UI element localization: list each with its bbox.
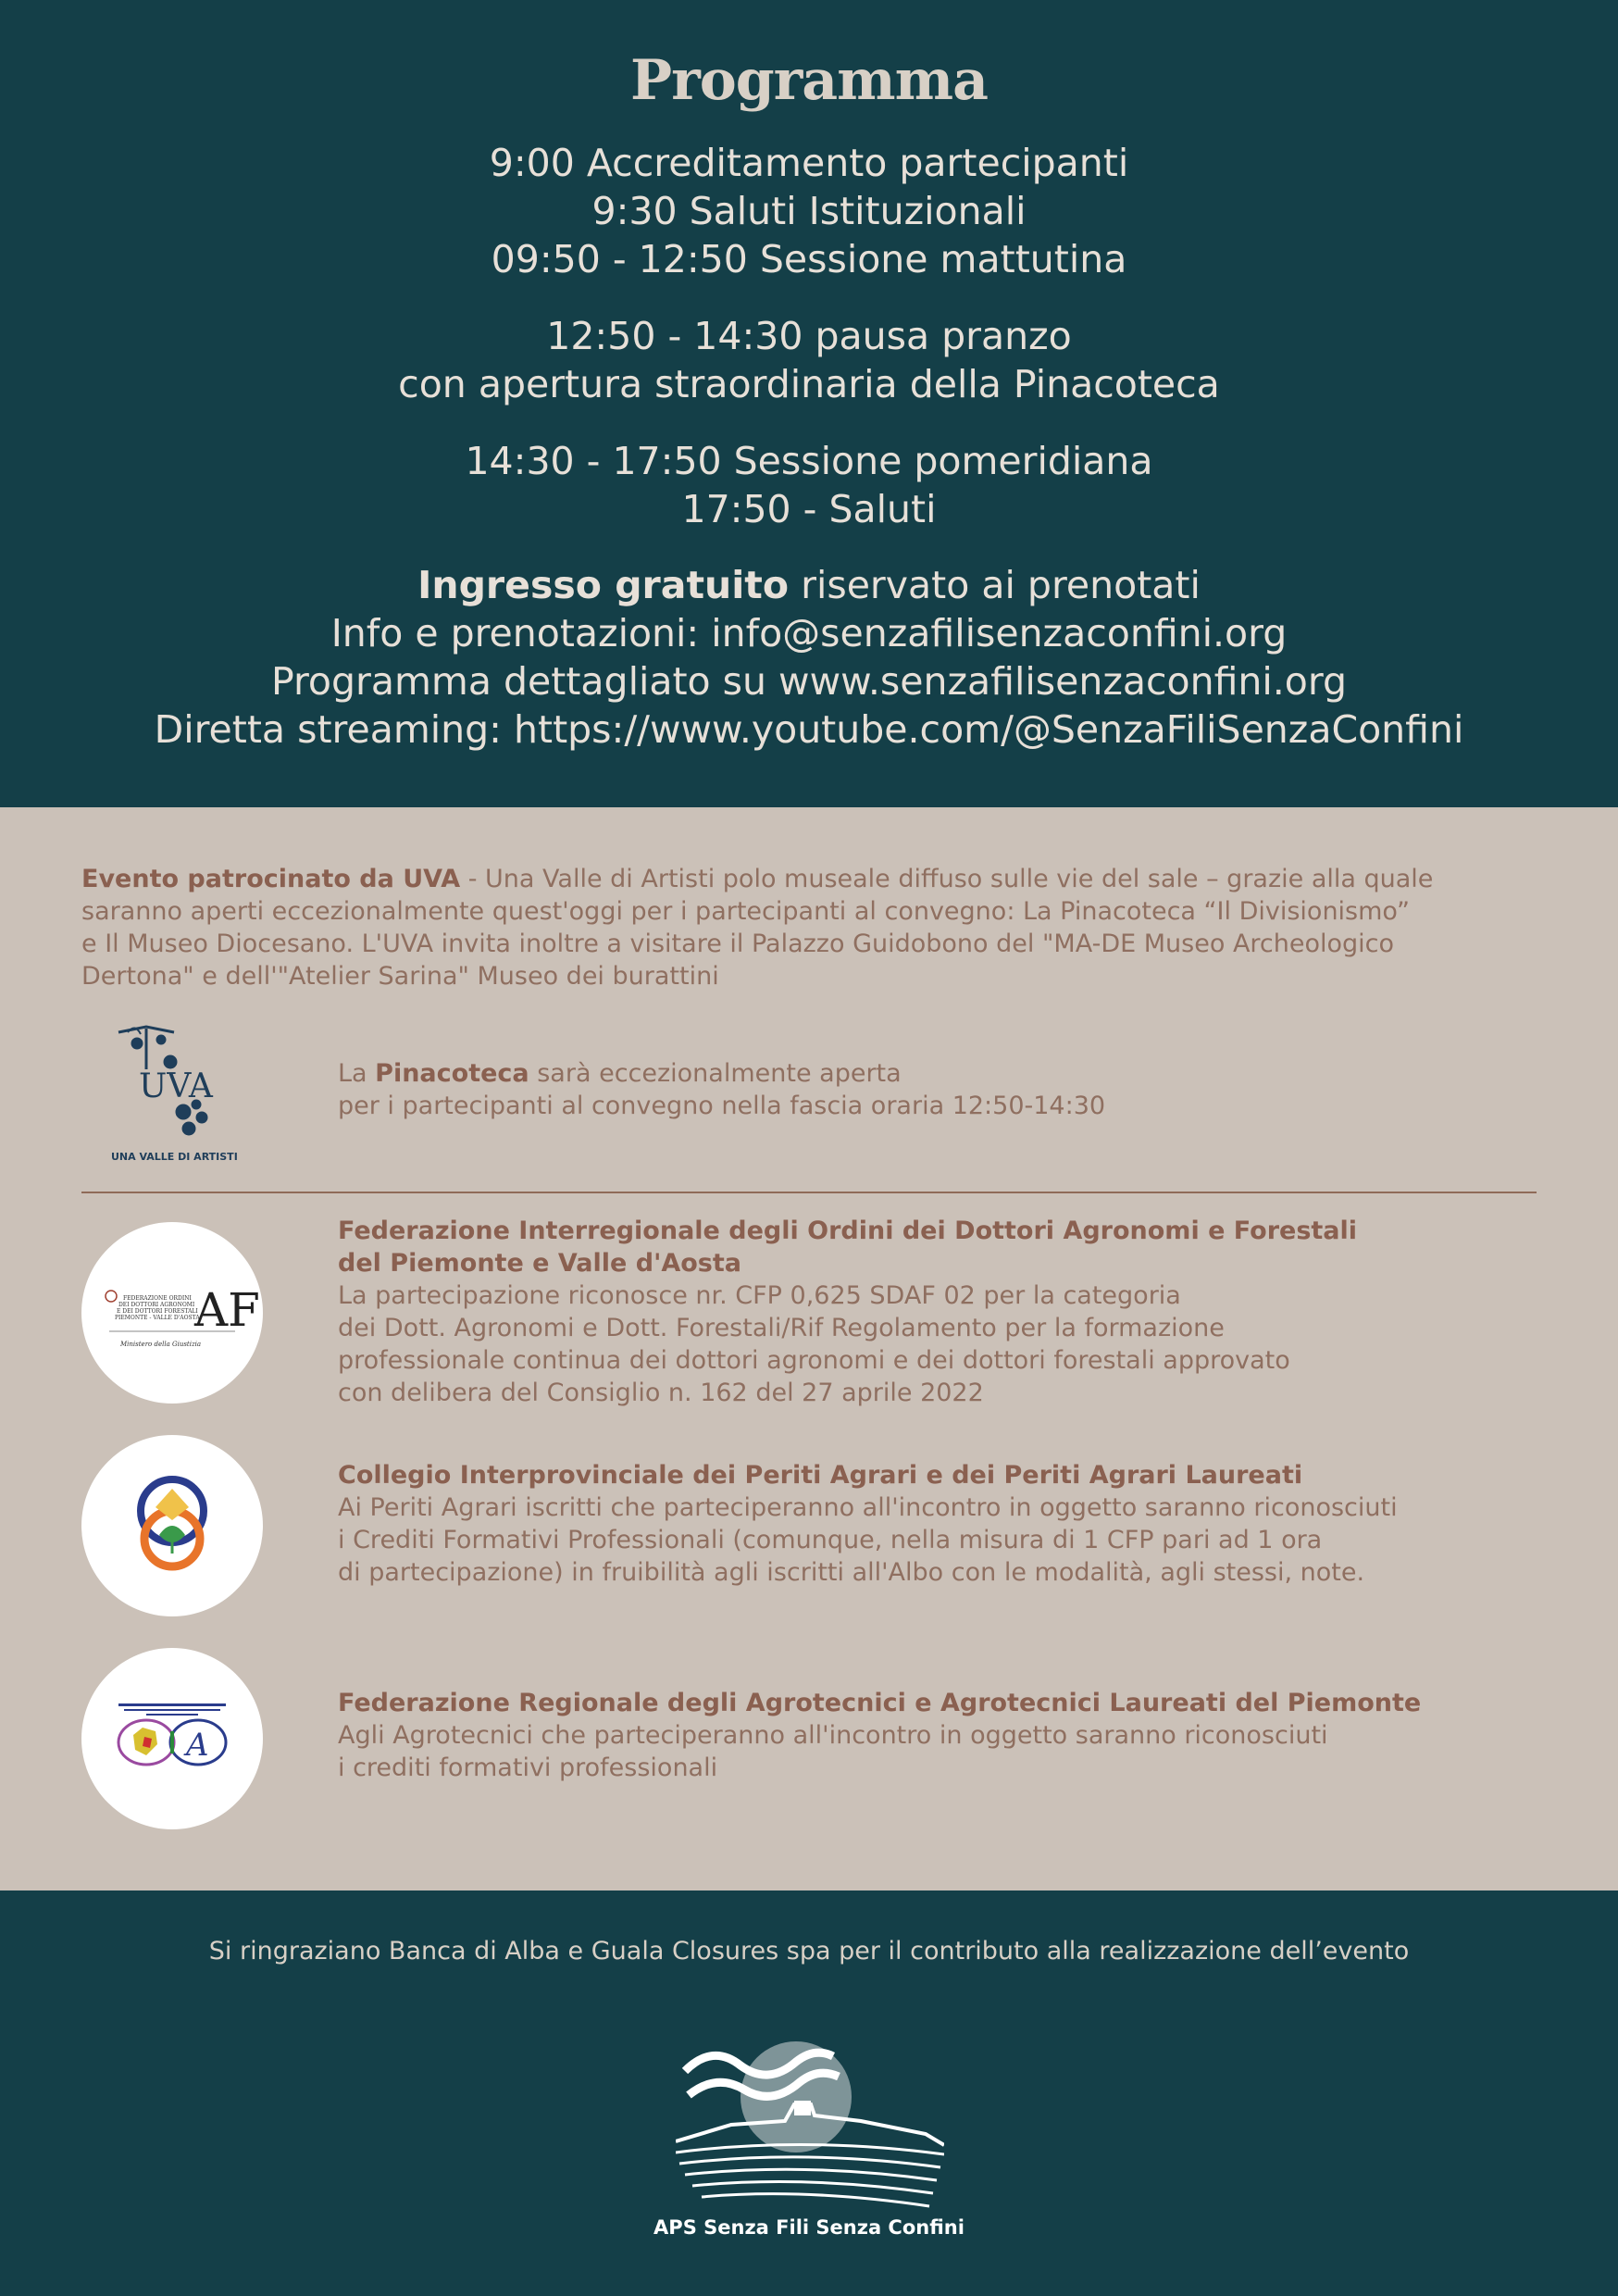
org-title: Federazione Regionale degli Agrotecnici e Agrotecnici Laureati del Piemonte xyxy=(338,1689,1422,1717)
agronomi-logo-line: E DEI DOTTORI FORESTALI xyxy=(117,1308,198,1315)
org-title: Federazione Interregionale degli Ordini dei Dottori Agronomi e Forestali xyxy=(338,1217,1358,1245)
org-agronomi xyxy=(338,1215,1357,1409)
booking-info: Info e prenotazioni: info@senzafilisenzaconfini.org xyxy=(330,611,1288,655)
org-body-line: Ai Periti Agrari iscritti che parteciperanno all'incontro in oggetto saranno riconosciuti xyxy=(338,1493,1398,1522)
org-title: del Piemonte e Valle d'Aosta xyxy=(338,1249,741,1278)
schedule-afternoon xyxy=(0,437,1618,533)
org-periti-agrari xyxy=(338,1459,1398,1589)
pinacoteca-pre: La xyxy=(338,1059,376,1088)
af-monogram: AF xyxy=(194,1283,260,1337)
patronage-bold: Evento patrocinato da UVA xyxy=(81,865,461,893)
schedule-line: 17:50 - Saluti xyxy=(681,487,937,531)
schedule-line: con apertura straordinaria della Pinacoteca xyxy=(398,362,1220,406)
entry-rest: riservato ai prenotati xyxy=(789,563,1201,607)
event-info xyxy=(0,561,1618,754)
aps-logo xyxy=(676,2025,944,2210)
program-title: Programma xyxy=(629,48,989,113)
patronage-text xyxy=(81,863,1544,992)
org-body-line: Agli Agrotecnici che parteciperanno all'incontro in oggetto saranno riconosciuti xyxy=(338,1721,1328,1750)
pinacoteca-note xyxy=(338,1057,1105,1122)
org-body-line: i crediti formativi professionali xyxy=(338,1753,718,1782)
uva-logo-caption: UNA VALLE DI ARTISTI xyxy=(111,1151,238,1163)
org-body-line: La partecipazione riconosce nr. CFP 0,625 SDAF 02 per la categoria xyxy=(338,1281,1181,1310)
agrotecnici-monogram: A xyxy=(186,1727,209,1764)
entry-bold: Ingresso gratuito xyxy=(417,563,790,607)
org-title: Collegio Interprovinciale dei Periti Agrari e dei Periti Agrari Laureati xyxy=(338,1461,1303,1490)
schedule-line: 12:50 - 14:30 pausa pranzo xyxy=(546,314,1072,358)
section-divider xyxy=(81,1192,1537,1193)
streaming-link: Diretta streaming: https://www.youtube.com/@SenzaFiliSenzaConfini xyxy=(154,707,1464,752)
patronage-line: Dertona" e dell'"Atelier Sarina" Museo dei burattini xyxy=(81,962,719,991)
agronomi-logo-line: DEI DOTTORI AGRONOMI xyxy=(118,1302,195,1308)
uva-logo-letters: UVA xyxy=(139,1067,213,1105)
periti-agrari-logo-art xyxy=(81,1435,263,1616)
schedule-morning xyxy=(0,139,1618,283)
footer-section xyxy=(0,1890,1618,2296)
thanks-note: Si ringraziano Banca di Alba e Guala Closures spa per il contributo alla realizzazione dell’evento xyxy=(208,1937,1410,1965)
pinacoteca-bold: Pinacoteca xyxy=(375,1059,529,1088)
pinacoteca-rest: sarà eccezionalmente aperta xyxy=(529,1059,902,1088)
org-agrotecnici xyxy=(338,1687,1421,1784)
org-body-line: professionale continua dei dottori agronomi e dei dottori forestali approvato xyxy=(338,1346,1290,1375)
sponsors-section xyxy=(0,807,1618,1890)
org-body-line: dei Dott. Agronomi e Dott. Forestali/Rif Regolamento per la formazione xyxy=(338,1314,1225,1342)
agronomi-logo-caption: Ministero della Giustizia xyxy=(120,1341,202,1348)
patronage-line: e Il Museo Diocesano. L'UVA invita inoltre a visitare il Palazzo Guidobono del "MA-DE Museo Archeologico xyxy=(81,930,1395,958)
pinacoteca-hours: per i partecipanti al convegno nella fascia oraria 12:50-14:30 xyxy=(338,1092,1106,1120)
patronage-line: saranno aperti eccezionalmente quest'oggi per i partecipanti al convegno: La Pinacoteca “Il Divisionismo” xyxy=(81,897,1410,926)
org-body-line: con delibera del Consiglio n. 162 del 27 aprile 2022 xyxy=(338,1379,984,1407)
entry-line xyxy=(0,561,1618,609)
schedule-line: 09:50 - 12:50 Sessione mattutina xyxy=(491,237,1127,281)
periti-agrari-logo xyxy=(81,1435,263,1616)
schedule-line: 14:30 - 17:50 Sessione pomeridiana xyxy=(465,439,1153,483)
agronomi-logo xyxy=(81,1222,263,1404)
program-section xyxy=(0,0,1618,807)
schedule-line: 9:00 Accreditamento partecipanti xyxy=(489,141,1129,185)
schedule-lunch xyxy=(0,312,1618,408)
org-body-line: i Crediti Formativi Professionali (comunque, nella misura di 1 CFP pari ad 1 ora xyxy=(338,1526,1323,1554)
agrotecnici-logo xyxy=(81,1648,263,1829)
org-body-line: di partecipazione) in fruibilità agli iscritti all'Albo con le modalità, agli stessi, note. xyxy=(338,1558,1365,1587)
agronomi-logo-art xyxy=(81,1222,263,1404)
agrotecnici-logo-art xyxy=(81,1648,263,1829)
uva-logo xyxy=(109,1016,257,1164)
agronomi-logo-line: PIEMONTE - VALLE D'AOSTA xyxy=(115,1315,200,1321)
agronomi-logo-line: FEDERAZIONE ORDINI xyxy=(123,1295,192,1302)
aps-name: APS Senza Fili Senza Confini xyxy=(653,2216,965,2239)
program-link: Programma dettagliato su www.senzafilisenzaconfini.org xyxy=(270,659,1348,704)
schedule-line: 9:30 Saluti Istituzionali xyxy=(591,189,1027,233)
patronage-line: - Una Valle di Artisti polo museale diffuso sulle vie del sale – grazie alla quale xyxy=(460,865,1434,893)
